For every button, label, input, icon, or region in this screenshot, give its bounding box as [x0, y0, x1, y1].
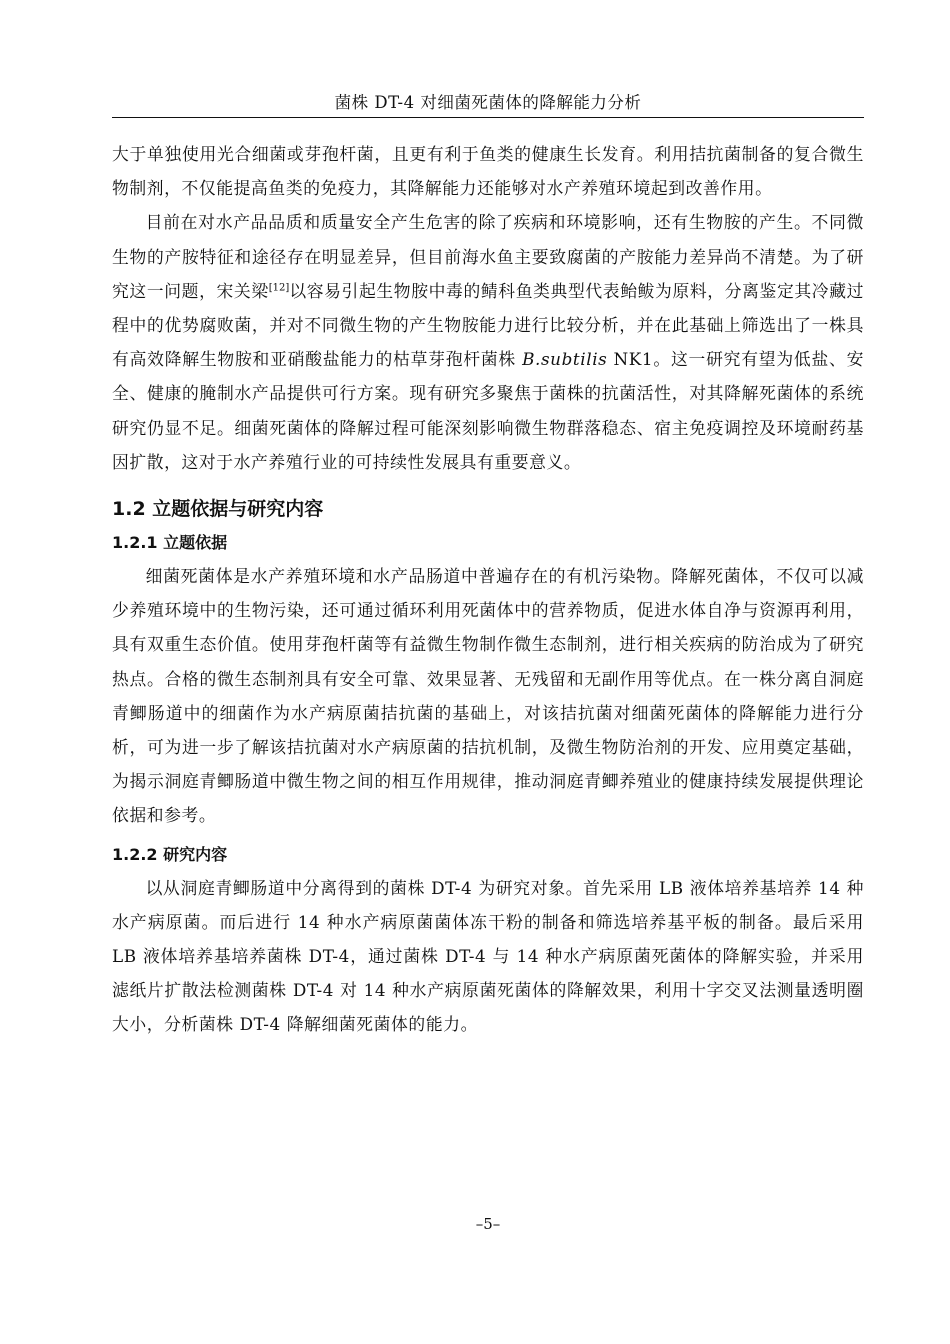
page-number: –5–: [475, 1215, 501, 1233]
page-body: [112, 137, 864, 1042]
intro-paragraph-2: [112, 205, 864, 479]
header-divider: [112, 117, 864, 118]
section-heading-1-2: 1.2 立题依据与研究内容: [112, 498, 324, 521]
intro-paragraph-2-text-a: 目前在对水产品品质和质量安全产生危害的除了疾病和环境影响，还有生物胺的产生。不同微生物的产胺特征和途径存在明显差异，但目前海水鱼主要致腐菌的产胺能力差异尚不清楚。为了研究这一问题，宋关梁: [112, 212, 864, 301]
subsection-heading-1-2-1: 1.2.1 立题依据: [112, 533, 228, 553]
running-header: 菌株 DT-4 对细菌死菌体的降解能力分析: [334, 93, 642, 112]
intro-paragraph-2-text-c: NK1。这一研究有望为低盐、安全、健康的腌制水产品提供可行方案。现有研究多聚焦于菌株的抗菌活性，对其降解死菌体的系统研究仍显不足。细菌死菌体的降解过程可能深刻影响微生物群落稳态、宿主免疫调控及环境耐药基因扩散，这对于水产养殖行业的可持续性发展具有重要意义。: [112, 349, 864, 472]
subsection-1-2-2-paragraph: 以从洞庭青鲫肠道中分离得到的菌株 DT-4 为研究对象。首先采用 LB 液体培养基培养 14 种水产病原菌。而后进行 14 种水产病原菌菌体冻干粉的制备和筛选培养基平板的制备。最后采用 LB 液体培养基培养菌株 DT-4，通过菌株 DT-4 与 14 种水产病原菌死菌体的降解实验，并采用滤纸片扩散法检测菌株 DT-4 对 14 种水产病原菌死菌体的降解效果，利用十字交叉法测量透明圈大小，分析菌株 DT-4 降解细菌死菌体的能力。: [112, 877, 864, 1035]
intro-paragraph-2-text-b: 以容易引起生物胺中毒的鲭科鱼类典型代表鲐鲅为原料，分离鉴定其冷藏过程中的优势腐败菌，并对不同微生物的产生物胺能力进行比较分析，并在此基础上筛选出了一株具有高效降解生物胺和亚硝酸盐能力的枯草芽孢杆菌株: [112, 280, 864, 370]
intro-paragraph-1: 大于单独使用光合细菌或芽孢杆菌，且更有利于鱼类的健康生长发育。利用拮抗菌制备的复合微生物制剂，不仅能提高鱼类的免疫力，其降解能力还能够对水产养殖环境起到改善作用。: [112, 144, 864, 199]
subsection-1-2-1-paragraph: 细菌死菌体是水产养殖环境和水产品肠道中普遍存在的有机污染物。降解死菌体，不仅可以减少养殖环境中的生物污染，还可通过循环利用死菌体中的营养物质，促进水体自净与资源再利用，具有双重生态价值。使用芽孢杆菌等有益微生物制作微生态制剂，进行相关疾病的防治成为了研究热点。合格的微生态制剂具有安全可靠、效果显著、无残留和无副作用等优点。在一株分离自洞庭青鲫肠道中的细菌作为水产病原菌拮抗菌的基础上，对该拮抗菌对细菌死菌体的降解能力进行分析，可为进一步了解该拮抗菌对水产病原菌的拮抗机制，及微生物防治剂的开发、应用奠定基础，为揭示洞庭青鲫肠道中微生物之间的相互作用规律，推动洞庭青鲫养殖业的健康持续发展提供理论依据和参考。: [112, 566, 864, 826]
subsection-heading-1-2-2: 1.2.2 研究内容: [112, 844, 228, 864]
species-name: B.subtilis: [522, 349, 608, 370]
citation-reference[interactable]: [12]: [268, 282, 290, 294]
